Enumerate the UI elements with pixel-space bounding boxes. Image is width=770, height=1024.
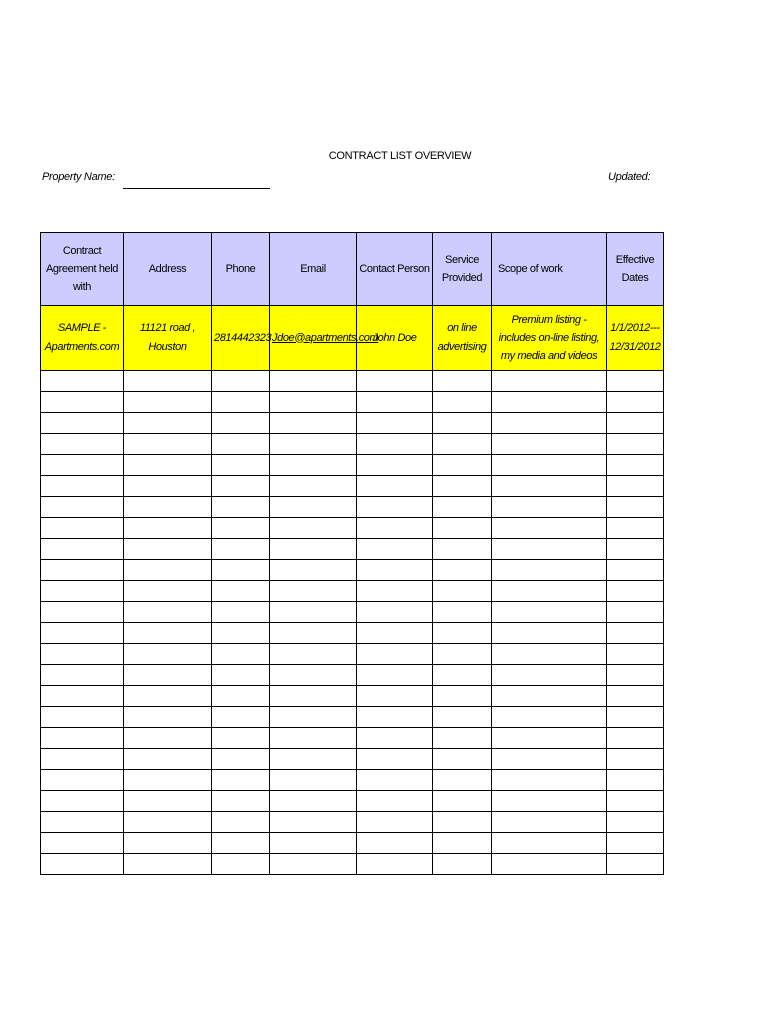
sample-phone[interactable]: 2814442323 — [212, 306, 270, 371]
table-row — [41, 854, 664, 875]
table-cell[interactable] — [607, 602, 664, 623]
table-cell[interactable] — [41, 644, 124, 665]
table-cell[interactable] — [41, 749, 124, 770]
table-cell[interactable] — [270, 770, 357, 791]
table-cell[interactable] — [433, 434, 492, 455]
table-cell[interactable] — [41, 455, 124, 476]
table-cell[interactable] — [492, 602, 607, 623]
table-cell[interactable] — [212, 686, 270, 707]
table-cell[interactable] — [124, 707, 212, 728]
table-cell[interactable] — [212, 833, 270, 854]
table-cell[interactable] — [41, 791, 124, 812]
table-cell[interactable] — [41, 623, 124, 644]
sample-email-link[interactable]: Jdoe@apartments.com — [272, 331, 379, 344]
table-cell[interactable] — [270, 434, 357, 455]
table-cell[interactable] — [607, 791, 664, 812]
table-cell[interactable] — [357, 770, 433, 791]
table-cell[interactable] — [41, 665, 124, 686]
table-cell[interactable] — [124, 665, 212, 686]
table-cell[interactable] — [124, 602, 212, 623]
table-cell[interactable] — [212, 581, 270, 602]
table-cell[interactable] — [433, 707, 492, 728]
table-cell[interactable] — [433, 602, 492, 623]
table-cell[interactable] — [212, 539, 270, 560]
table-cell[interactable] — [124, 581, 212, 602]
table-cell[interactable] — [357, 833, 433, 854]
header-effective-dates: Effective Dates — [607, 233, 664, 306]
table-cell[interactable] — [433, 749, 492, 770]
table-cell[interactable] — [433, 686, 492, 707]
table-cell[interactable] — [607, 581, 664, 602]
table-cell[interactable] — [212, 518, 270, 539]
table-cell[interactable] — [41, 476, 124, 497]
table-cell[interactable] — [607, 413, 664, 434]
table-cell[interactable] — [433, 833, 492, 854]
table-cell[interactable] — [607, 707, 664, 728]
table-cell[interactable] — [607, 371, 664, 392]
table-cell[interactable] — [41, 602, 124, 623]
header-contact-person: Contact Person — [357, 233, 433, 306]
table-cell[interactable] — [124, 728, 212, 749]
table-row — [41, 707, 664, 728]
table-cell[interactable] — [492, 791, 607, 812]
table-row — [41, 686, 664, 707]
table-cell[interactable] — [607, 665, 664, 686]
table-cell[interactable] — [357, 581, 433, 602]
table-cell[interactable] — [212, 602, 270, 623]
table-cell[interactable] — [124, 497, 212, 518]
table-cell[interactable] — [270, 749, 357, 770]
sample-address[interactable]: 11121 road , Houston — [124, 306, 212, 371]
table-cell[interactable] — [492, 413, 607, 434]
table-cell[interactable] — [607, 749, 664, 770]
table-cell[interactable] — [433, 560, 492, 581]
table-cell[interactable] — [357, 686, 433, 707]
table-cell[interactable] — [357, 371, 433, 392]
sample-contract-with[interactable]: SAMPLE - Apartments.com — [41, 306, 124, 371]
table-cell[interactable] — [357, 665, 433, 686]
table-cell[interactable] — [124, 854, 212, 875]
table-row — [41, 728, 664, 749]
table-cell[interactable] — [41, 812, 124, 833]
property-name-label: Property Name: — [42, 171, 115, 183]
table-row — [41, 791, 664, 812]
table-row — [41, 560, 664, 581]
table-cell[interactable] — [212, 644, 270, 665]
table-cell[interactable] — [124, 371, 212, 392]
table-row — [41, 413, 664, 434]
table-cell[interactable] — [124, 812, 212, 833]
table-cell[interactable] — [492, 854, 607, 875]
table-cell[interactable] — [270, 413, 357, 434]
table-cell[interactable] — [607, 623, 664, 644]
table-cell[interactable] — [433, 770, 492, 791]
table-cell[interactable] — [607, 455, 664, 476]
table-cell[interactable] — [357, 812, 433, 833]
table-cell[interactable] — [492, 623, 607, 644]
table-cell[interactable] — [124, 392, 212, 413]
table-cell[interactable] — [607, 476, 664, 497]
page-title: CONTRACT LIST OVERVIEW — [328, 150, 472, 162]
table-row — [41, 497, 664, 518]
table-cell[interactable] — [607, 728, 664, 749]
table-cell[interactable] — [270, 602, 357, 623]
table-cell[interactable] — [212, 497, 270, 518]
table-cell[interactable] — [433, 497, 492, 518]
table-cell[interactable] — [270, 518, 357, 539]
table-cell[interactable] — [41, 434, 124, 455]
table-cell[interactable] — [124, 644, 212, 665]
table-cell[interactable] — [607, 833, 664, 854]
table-cell[interactable] — [270, 686, 357, 707]
table-cell[interactable] — [492, 686, 607, 707]
table-cell[interactable] — [270, 560, 357, 581]
table-row — [41, 455, 664, 476]
table-cell[interactable] — [607, 854, 664, 875]
table-cell[interactable] — [492, 749, 607, 770]
table-cell[interactable] — [124, 749, 212, 770]
table-cell[interactable] — [433, 581, 492, 602]
sample-service[interactable]: on line advertising — [433, 306, 492, 371]
table-cell[interactable] — [41, 770, 124, 791]
table-cell[interactable] — [270, 371, 357, 392]
table-cell[interactable] — [357, 497, 433, 518]
table-cell[interactable] — [212, 812, 270, 833]
table-cell[interactable] — [212, 455, 270, 476]
table-cell[interactable] — [41, 854, 124, 875]
table-cell[interactable] — [492, 581, 607, 602]
table-cell[interactable] — [124, 539, 212, 560]
table-cell[interactable] — [607, 812, 664, 833]
table-cell[interactable] — [124, 770, 212, 791]
table-cell[interactable] — [124, 455, 212, 476]
table-cell[interactable] — [357, 518, 433, 539]
table-cell[interactable] — [433, 854, 492, 875]
table-cell[interactable] — [124, 434, 212, 455]
table-cell[interactable] — [41, 560, 124, 581]
table-cell[interactable] — [41, 539, 124, 560]
table-cell[interactable] — [357, 434, 433, 455]
header-service-provided: Service Provided — [433, 233, 492, 306]
table-cell[interactable] — [212, 392, 270, 413]
table-cell[interactable] — [270, 623, 357, 644]
table-cell[interactable] — [433, 665, 492, 686]
table-cell[interactable] — [212, 476, 270, 497]
table-cell[interactable] — [270, 791, 357, 812]
table-cell[interactable] — [212, 413, 270, 434]
table-cell[interactable] — [270, 728, 357, 749]
table-cell[interactable] — [270, 539, 357, 560]
table-cell[interactable] — [433, 644, 492, 665]
table-cell[interactable] — [357, 791, 433, 812]
table-cell[interactable] — [433, 728, 492, 749]
table-cell[interactable] — [124, 791, 212, 812]
table-cell[interactable] — [433, 413, 492, 434]
table-cell[interactable] — [41, 518, 124, 539]
table-cell[interactable] — [212, 707, 270, 728]
table-cell[interactable] — [270, 665, 357, 686]
header-scope-of-work: Scope of work — [492, 233, 607, 306]
table-cell[interactable] — [607, 518, 664, 539]
table-cell[interactable] — [41, 707, 124, 728]
header-contract-agreement: Contract Agreement held with — [41, 233, 124, 306]
table-cell[interactable] — [357, 749, 433, 770]
table-row — [41, 812, 664, 833]
table-cell[interactable] — [270, 812, 357, 833]
header-address: Address — [124, 233, 212, 306]
table-cell[interactable] — [41, 686, 124, 707]
table-cell[interactable] — [492, 455, 607, 476]
header-phone: Phone — [212, 233, 270, 306]
table-cell[interactable] — [607, 644, 664, 665]
table-cell[interactable] — [433, 623, 492, 644]
table-cell[interactable] — [492, 392, 607, 413]
table-cell[interactable] — [607, 539, 664, 560]
table-cell[interactable] — [357, 476, 433, 497]
table-cell[interactable] — [41, 413, 124, 434]
table-row — [41, 476, 664, 497]
table-cell[interactable] — [357, 623, 433, 644]
table-cell[interactable] — [357, 854, 433, 875]
table-header-row — [41, 233, 664, 306]
table-cell[interactable] — [433, 371, 492, 392]
table-row — [41, 602, 664, 623]
table-cell[interactable] — [124, 476, 212, 497]
table-cell[interactable] — [492, 497, 607, 518]
table-cell[interactable] — [357, 560, 433, 581]
table-row — [41, 833, 664, 854]
sample-row — [41, 306, 664, 371]
sample-scope[interactable]: Premium listing - includes on-line listing, my media and videos — [492, 306, 607, 371]
table-cell[interactable] — [357, 707, 433, 728]
table-cell[interactable] — [270, 833, 357, 854]
table-cell[interactable] — [212, 623, 270, 644]
table-cell[interactable] — [270, 392, 357, 413]
table-cell[interactable] — [124, 686, 212, 707]
table-cell[interactable] — [492, 665, 607, 686]
contract-table — [40, 232, 664, 875]
table-cell[interactable] — [433, 392, 492, 413]
table-row — [41, 665, 664, 686]
table-cell[interactable] — [124, 623, 212, 644]
table-row — [41, 581, 664, 602]
table-cell[interactable] — [492, 476, 607, 497]
header-email: Email — [270, 233, 357, 306]
table-cell[interactable] — [41, 497, 124, 518]
table-row — [41, 392, 664, 413]
table-row — [41, 434, 664, 455]
sample-email-cell[interactable] — [270, 306, 379, 371]
table-row — [41, 539, 664, 560]
table-cell[interactable] — [492, 539, 607, 560]
table-cell[interactable] — [41, 833, 124, 854]
table-cell[interactable] — [433, 518, 492, 539]
table-cell[interactable] — [124, 518, 212, 539]
table-cell[interactable] — [607, 770, 664, 791]
updated-label: Updated: — [608, 171, 651, 183]
table-cell[interactable] — [357, 728, 433, 749]
table-cell[interactable] — [212, 560, 270, 581]
table-cell[interactable] — [212, 665, 270, 686]
empty-rows — [41, 371, 664, 875]
table-cell[interactable] — [212, 770, 270, 791]
table-cell[interactable] — [492, 770, 607, 791]
table-cell[interactable] — [124, 413, 212, 434]
table-cell[interactable] — [357, 602, 433, 623]
table-cell[interactable] — [212, 854, 270, 875]
table-cell[interactable] — [212, 791, 270, 812]
sample-dates[interactable]: 1/1/2012--- 12/31/2012 — [607, 306, 664, 371]
table-cell[interactable] — [433, 539, 492, 560]
table-cell[interactable] — [492, 518, 607, 539]
table-cell[interactable] — [492, 371, 607, 392]
table-cell[interactable] — [357, 392, 433, 413]
table-cell[interactable] — [357, 539, 433, 560]
table-cell[interactable] — [41, 392, 124, 413]
table-row — [41, 770, 664, 791]
table-cell[interactable] — [270, 644, 357, 665]
table-cell[interactable] — [270, 854, 357, 875]
table-cell[interactable] — [492, 707, 607, 728]
table-cell[interactable] — [357, 455, 433, 476]
table-cell[interactable] — [433, 812, 492, 833]
table-cell[interactable] — [607, 497, 664, 518]
table-cell[interactable] — [41, 581, 124, 602]
table-cell[interactable] — [270, 476, 357, 497]
table-cell[interactable] — [492, 644, 607, 665]
table-cell[interactable] — [433, 791, 492, 812]
table-cell[interactable] — [607, 392, 664, 413]
table-cell[interactable] — [492, 833, 607, 854]
table-row — [41, 644, 664, 665]
table-row — [41, 371, 664, 392]
table-cell[interactable] — [270, 497, 357, 518]
table-cell[interactable] — [41, 371, 124, 392]
table-row — [41, 749, 664, 770]
sample-contact-person[interactable]: John Doe — [357, 306, 433, 371]
table-cell[interactable] — [270, 455, 357, 476]
table-cell[interactable] — [212, 371, 270, 392]
table-cell[interactable] — [607, 686, 664, 707]
table-cell[interactable] — [357, 644, 433, 665]
table-cell[interactable] — [270, 707, 357, 728]
table-row — [41, 518, 664, 539]
table-cell[interactable] — [357, 413, 433, 434]
table-cell[interactable] — [607, 560, 664, 581]
table-row — [41, 623, 664, 644]
table-cell[interactable] — [433, 455, 492, 476]
table-cell[interactable] — [433, 476, 492, 497]
table-cell[interactable] — [607, 434, 664, 455]
table-cell[interactable] — [492, 812, 607, 833]
table-cell[interactable] — [212, 749, 270, 770]
table-cell[interactable] — [124, 833, 212, 854]
property-name-field[interactable] — [123, 188, 270, 189]
table-cell[interactable] — [492, 560, 607, 581]
table-cell[interactable] — [124, 560, 212, 581]
table-cell[interactable] — [270, 581, 357, 602]
table-cell[interactable] — [492, 728, 607, 749]
table-cell[interactable] — [212, 728, 270, 749]
table-cell[interactable] — [492, 434, 607, 455]
table-cell[interactable] — [212, 434, 270, 455]
table-cell[interactable] — [41, 728, 124, 749]
